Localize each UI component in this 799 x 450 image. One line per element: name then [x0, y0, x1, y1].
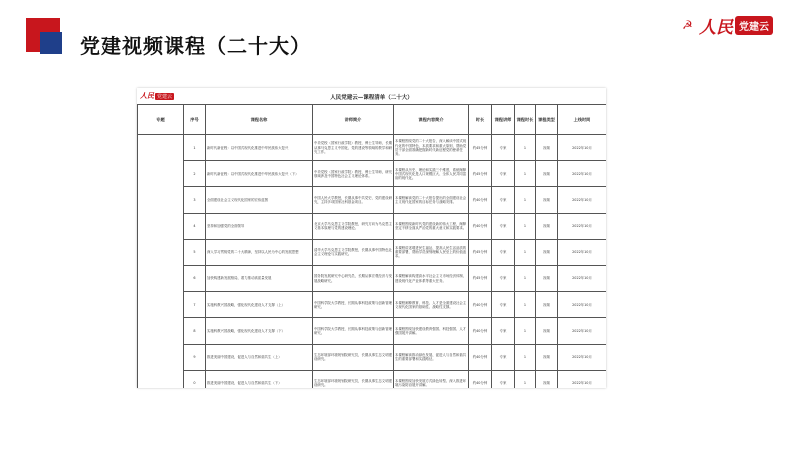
cell-topic — [138, 265, 184, 291]
cell-lecturer-text: 中国科学院大学教授，长期从事科技政策与创新管理研究。 — [314, 300, 392, 309]
table-row — [138, 344, 607, 370]
cell-lecturer-text: 生态环境部环境规划院研究员，长期从事生态文明建设研究。 — [314, 353, 392, 362]
header-content: 课程内容简介 — [394, 105, 469, 135]
cell-type: 视频 — [536, 135, 558, 161]
cell-content-text: 本课程阐释教育、科技、人才是全面建设社会主义现代化国家的基础性、战略性支撑。 — [395, 300, 467, 309]
cell-teacher: 专家 — [492, 239, 515, 265]
cell-type: 视频 — [536, 213, 558, 239]
cell-date: 2022年10月 — [558, 239, 607, 265]
cell-content — [394, 239, 469, 265]
cell-lecturer-text: 中国人民大学教授，长期从事中共党史、党的建设研究，主持多项国家社科基金项目。 — [314, 195, 392, 204]
cell-lecturer — [313, 318, 394, 344]
cell-content-text: 本课程围绕加快建设教育强国、科技强国、人才强国展开讲解。 — [395, 326, 467, 335]
document-header — [137, 88, 606, 104]
cell-content-text: 本课程讲述增进民生福祉、提高人民生活品质的重要部署，帮助学员深刻理解人民至上的价值追求。 — [395, 246, 467, 259]
cell-topic — [138, 344, 184, 370]
cell-length: 1 — [515, 292, 536, 318]
cell-course-text: 推进美丽中国建设，促进人与自然和谐共生（上） — [207, 355, 282, 360]
cell-topic — [138, 318, 184, 344]
cell-teacher: 专家 — [492, 187, 515, 213]
cell-lecturer — [313, 344, 394, 370]
cell-lecturer — [313, 239, 394, 265]
cell-length: 1 — [515, 318, 536, 344]
cell-no: 3 — [184, 187, 206, 213]
cell-teacher: 专家 — [492, 213, 515, 239]
cell-no: 8 — [184, 318, 206, 344]
cell-type: 视频 — [536, 344, 558, 370]
cell-lecturer-text: 中央党校（国家行政学院）教授，博士生导师，研究领域涉及中国特色社会主义理论体系。 — [314, 169, 392, 178]
table-row — [138, 318, 607, 344]
cell-course-text: 全面建设社会主义现代化国家的宏伟蓝图 — [207, 197, 269, 202]
header-course: 课程名称 — [206, 105, 313, 135]
cell-course — [206, 370, 313, 388]
cell-length: 1 — [515, 187, 536, 213]
cell-date: 2022年10月 — [558, 265, 607, 291]
cell-course-text: 新时代新征程：以中国式现代化推进中华民族伟大复兴 — [207, 145, 289, 150]
party-emblem-icon: ☭ — [682, 18, 693, 32]
cell-topic — [138, 239, 184, 265]
cell-no: 2 — [184, 161, 206, 187]
cell-lecturer — [313, 370, 394, 388]
cell-lecturer-text: 北京大学马克思主义学院教授，研究方向为马克思主义基本原理与党的建设理论。 — [314, 222, 392, 231]
cell-content — [394, 213, 469, 239]
table-row — [138, 135, 607, 161]
cell-date: 2022年10月 — [558, 187, 607, 213]
cell-course — [206, 135, 313, 161]
cell-teacher: 专家 — [492, 265, 515, 291]
cell-lecturer — [313, 292, 394, 318]
course-list-document — [137, 88, 606, 388]
cell-duration: 约40分钟 — [469, 318, 492, 344]
cell-topic — [138, 187, 184, 213]
cell-course — [206, 213, 313, 239]
brand-logo-text: 人民 — [699, 17, 733, 38]
cell-date: 2022年10月 — [558, 135, 607, 161]
header-no: 序号 — [184, 105, 206, 135]
cell-content-text: 本课程围绕加快发展方式绿色转型、深入推进环境污染防治展开讲解。 — [395, 379, 467, 388]
cell-content-text: 本课程从历史、理论和实践三个维度，系统阐释中国式现代化是人口规模巨大、全体人民共同富裕的现代化。 — [395, 167, 467, 180]
document-logo-text: 人民 — [140, 91, 154, 100]
cell-length: 1 — [515, 344, 536, 370]
cell-course — [206, 265, 313, 291]
cell-lecturer — [313, 135, 394, 161]
cell-lecturer-text: 清华大学马克思主义学院教授，长期从事中国特色社会主义理论与实践研究。 — [314, 248, 392, 257]
cell-course — [206, 239, 313, 265]
header-topic: 专题 — [138, 105, 184, 135]
cell-content-text: 本课程解读党的二十大报告提出的全面建设社会主义现代化国家的目标任务与战略安排。 — [395, 195, 467, 204]
cell-duration: 约40分钟 — [469, 213, 492, 239]
cell-teacher: 专家 — [492, 344, 515, 370]
cell-duration: 约40分钟 — [469, 344, 492, 370]
cell-lecturer — [313, 187, 394, 213]
title-decoration-blue-square — [40, 32, 62, 54]
cell-topic — [138, 135, 184, 161]
cell-course-text: 加快构建新发展格局，着力推动高质量发展 — [207, 276, 272, 281]
cell-topic — [138, 370, 184, 388]
table-row — [138, 213, 607, 239]
cell-teacher: 专家 — [492, 318, 515, 344]
cell-course-text: 实施科教兴国战略，强化现代化建设人才支撑（上） — [207, 302, 285, 307]
header-duration: 时长 — [469, 105, 492, 135]
cell-length: 1 — [515, 265, 536, 291]
cell-no: 4 — [184, 213, 206, 239]
cell-duration: 约40分钟 — [469, 370, 492, 388]
header-length: 课程时长 — [515, 105, 536, 135]
cell-duration: 约45分钟 — [469, 135, 492, 161]
header-teacher: 课程讲师 — [492, 105, 515, 135]
cell-course — [206, 344, 313, 370]
cell-teacher: 专家 — [492, 292, 515, 318]
cell-content-text: 本课程围绕新时代党的建设新的伟大工程，阐释坚定不移全面从严治党的重大意义和实践要求。 — [395, 222, 467, 231]
cell-lecturer-text: 生态环境部环境规划院研究员，长期从事生态文明建设研究。 — [314, 379, 392, 388]
brand-logo — [682, 14, 773, 36]
cell-teacher: 专家 — [492, 370, 515, 388]
cell-duration: 约45分钟 — [469, 265, 492, 291]
cell-type: 视频 — [536, 318, 558, 344]
header-date: 上线时间 — [558, 105, 607, 135]
cell-no: 1 — [184, 135, 206, 161]
cell-type: 视频 — [536, 161, 558, 187]
table-row — [138, 292, 607, 318]
cell-course — [206, 318, 313, 344]
header-lecturer: 讲师简介 — [313, 105, 394, 135]
cell-duration: 约40分钟 — [469, 187, 492, 213]
cell-type: 视频 — [536, 370, 558, 388]
cell-type: 视频 — [536, 187, 558, 213]
cell-teacher: 专家 — [492, 161, 515, 187]
document-logo-badge: 党建云 — [157, 93, 173, 100]
cell-type: 视频 — [536, 239, 558, 265]
cell-no: 9 — [184, 344, 206, 370]
cell-content — [394, 318, 469, 344]
cell-teacher: 专家 — [492, 135, 515, 161]
cell-length: 1 — [515, 239, 536, 265]
cell-no: 0 — [184, 370, 206, 388]
cell-lecturer — [313, 213, 394, 239]
cell-course-text: 坚持和加强党的全面领导 — [207, 224, 245, 229]
cell-lecturer — [313, 265, 394, 291]
cell-length: 1 — [515, 213, 536, 239]
table-row — [138, 370, 607, 388]
cell-topic — [138, 161, 184, 187]
table-row — [138, 161, 607, 187]
cell-topic — [138, 213, 184, 239]
header-type: 课程类型 — [536, 105, 558, 135]
brand-logo-badge: 党建云 — [735, 16, 773, 35]
cell-content — [394, 135, 469, 161]
cell-date: 2022年10月 — [558, 370, 607, 388]
cell-course-text: 实施科教兴国战略，强化现代化建设人才支撑（下） — [207, 328, 285, 333]
cell-content — [394, 370, 469, 388]
cell-duration: 约45分钟 — [469, 239, 492, 265]
cell-no: 5 — [184, 239, 206, 265]
cell-date: 2022年10月 — [558, 318, 607, 344]
cell-duration: 约40分钟 — [469, 292, 492, 318]
cell-date: 2022年10月 — [558, 344, 607, 370]
cell-no: 7 — [184, 292, 206, 318]
cell-lecturer-text: 中央党校（国家行政学院）教授，博士生导师，长期从事马克思主义中国化、党的建设等领域的教学和研究工作。 — [314, 141, 392, 154]
cell-content — [394, 265, 469, 291]
cell-lecturer — [313, 161, 394, 187]
cell-lecturer-text: 中国科学院大学教授，长期从事科技政策与创新管理研究。 — [314, 326, 392, 335]
cell-course-text: 深入学习贯彻党的二十大精神，坚持以人民为中心的发展思想 — [207, 250, 299, 255]
cell-type: 视频 — [536, 265, 558, 291]
cell-length: 1 — [515, 370, 536, 388]
table-row — [138, 239, 607, 265]
cell-course — [206, 187, 313, 213]
cell-date: 2022年10月 — [558, 292, 607, 318]
cell-duration: 约45分钟 — [469, 161, 492, 187]
cell-course — [206, 292, 313, 318]
page-title: 党建视频课程（二十大） — [80, 34, 311, 58]
cell-length: 1 — [515, 161, 536, 187]
cell-type: 视频 — [536, 292, 558, 318]
document-title: 人民党建云—课程清单（二十大） — [330, 95, 413, 101]
cell-content-text: 本课程围绕党的二十大报告，深入解读中国式现代化的中国特色、本质要求和重大原则，帮助党员干部全面准确把握新时代新征程党的使命任务。 — [395, 139, 467, 156]
table-row — [138, 265, 607, 291]
cell-lecturer-text: 国务院发展研究中心研究员，长期从事宏观经济与发展战略研究。 — [314, 274, 392, 283]
cell-content — [394, 344, 469, 370]
cell-date: 2022年10月 — [558, 213, 607, 239]
course-table — [137, 104, 606, 388]
table-header-row — [138, 105, 607, 135]
cell-length: 1 — [515, 135, 536, 161]
cell-content — [394, 187, 469, 213]
cell-content-text: 本课程解读构建高水平社会主义市场经济体制、建设现代化产业体系等重大任务。 — [395, 274, 467, 283]
cell-content — [394, 292, 469, 318]
cell-no: 6 — [184, 265, 206, 291]
cell-date: 2022年10月 — [558, 161, 607, 187]
cell-course — [206, 161, 313, 187]
cell-course-text: 新时代新征程：以中国式现代化推进中华民族伟大复兴（下） — [207, 171, 299, 176]
table-body — [138, 135, 607, 389]
cell-content-text: 本课程解读推动绿色发展、促进人与自然和谐共生的重要部署和实践路径。 — [395, 353, 467, 362]
table-row — [138, 187, 607, 213]
cell-course-text: 推进美丽中国建设，促进人与自然和谐共生（下） — [207, 381, 282, 386]
cell-content — [394, 161, 469, 187]
cell-topic — [138, 292, 184, 318]
